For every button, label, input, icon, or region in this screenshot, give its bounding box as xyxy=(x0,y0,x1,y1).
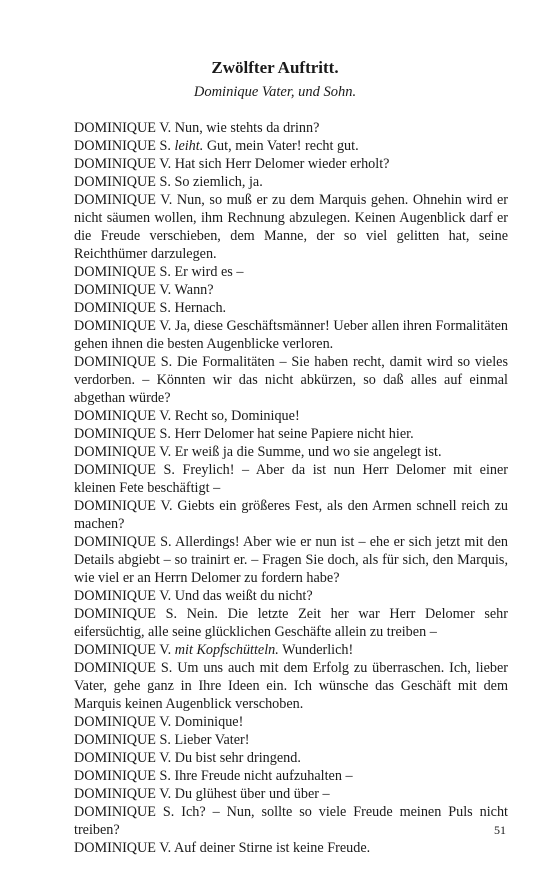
spoken-text: Nun, so muß er zu dem Marquis gehen. Ohnehin wird er nicht säumen wollen, ihm Rechnung abzulegen. Keinen Augenblick darf er die Freude verschieben, dem Manne, der so viel gelitten hat, seine Reichthümer darzulegen. xyxy=(74,192,508,262)
spoken-text: Herr Delomer hat seine Papiere nicht hier. xyxy=(174,426,414,442)
speaker-name: DOMINIQUE S. xyxy=(74,732,171,748)
speaker-name: DOMINIQUE S. xyxy=(74,768,171,784)
speaker-name: DOMINIQUE S. xyxy=(74,660,173,676)
dialogue-line xyxy=(74,425,508,443)
dialogue-line xyxy=(74,173,508,191)
dialogue-line xyxy=(74,119,508,137)
speaker-name: DOMINIQUE V. xyxy=(74,498,173,514)
spoken-text: Dominique! xyxy=(174,714,244,730)
speaker-name: DOMINIQUE S. xyxy=(74,300,171,316)
speaker-name: DOMINIQUE S. xyxy=(74,264,171,280)
spoken-text: Wann? xyxy=(174,282,214,298)
speaker-name: DOMINIQUE V. xyxy=(74,642,172,658)
speaker-name: DOMINIQUE V. xyxy=(74,786,172,802)
speaker-name: DOMINIQUE S. xyxy=(74,462,175,478)
speaker-name: DOMINIQUE V. xyxy=(74,408,172,424)
speaker-name: DOMINIQUE V. xyxy=(74,120,172,136)
dialogue-line xyxy=(74,317,508,353)
spoken-text: Giebts ein größeres Fest, als den Armen schnell reich zu machen? xyxy=(74,498,508,532)
spoken-text: Und das weißt du nicht? xyxy=(174,588,313,604)
spoken-text: Wunderlich! xyxy=(282,642,354,658)
spoken-text: Ich? – Nun, sollte so viele Freude meinen Puls nicht treiben? xyxy=(74,804,508,838)
dialogue-line xyxy=(74,713,508,731)
speaker-name: DOMINIQUE V. xyxy=(74,750,172,766)
dialogue-line xyxy=(74,641,508,659)
spoken-text: Er weiß ja die Summe, und wo sie angelegt ist. xyxy=(174,444,442,460)
spoken-text: So ziemlich, ja. xyxy=(174,174,263,190)
dialogue-line xyxy=(74,263,508,281)
stage-direction: mit Kopfschütteln. xyxy=(174,642,279,658)
dialogue-line xyxy=(74,155,508,173)
dialogue-line xyxy=(74,461,508,497)
dialogue-line xyxy=(74,497,508,533)
spoken-text: Hat sich Herr Delomer wieder erholt? xyxy=(174,156,390,172)
spoken-text: Hernach. xyxy=(174,300,227,316)
spoken-text: Auf deiner Stirne ist keine Freude. xyxy=(173,840,371,856)
spoken-text: Du glühest über und über – xyxy=(174,786,330,802)
dialogue-line xyxy=(74,137,508,155)
dialogue-line xyxy=(74,839,508,857)
stage-direction: leiht. xyxy=(174,138,204,154)
speaker-name: DOMINIQUE V. xyxy=(74,444,172,460)
spoken-text: Die Formalitäten – Sie haben recht, damit wird so vieles verdorben. – Könnten wir das nicht abkürzen, so daß alles auf einmal abgethan würde? xyxy=(74,354,508,406)
spoken-text: Lieber Vater! xyxy=(174,732,250,748)
dialogue-line xyxy=(74,191,508,263)
page-number: 51 xyxy=(494,823,506,837)
dialogue-line xyxy=(74,785,508,803)
dialogue-line xyxy=(74,803,508,839)
speaker-name: DOMINIQUE S. xyxy=(74,138,171,154)
dialogue-line xyxy=(74,659,508,713)
spoken-text: Nein. Die letzte Zeit her war Herr Delomer sehr eifersüchtig, alle seine glücklichen Geschäfte allein zu treiben – xyxy=(74,606,508,640)
scene-subtitle: Dominique Vater, und Sohn. xyxy=(193,84,357,100)
spoken-text: Du bist sehr dringend. xyxy=(174,750,301,766)
speaker-name: DOMINIQUE V. xyxy=(74,714,172,730)
spoken-text: Ja, diese Geschäftsmänner! Ueber allen ihren Formalitäten gehen ihnen die besten Augenblicke verloren. xyxy=(74,318,508,352)
dialogue-line xyxy=(74,443,508,461)
speaker-name: DOMINIQUE S. xyxy=(74,804,175,820)
dialogue-line xyxy=(74,353,508,407)
spoken-text: Ihre Freude nicht aufzuhalten – xyxy=(174,768,353,784)
dialogue-line xyxy=(74,587,508,605)
dialogue-line xyxy=(74,533,508,587)
speaker-name: DOMINIQUE S. xyxy=(74,606,178,622)
spoken-text: Freylich! – Aber da ist nun Herr Delomer mit einer kleinen Fete beschäftigt – xyxy=(74,462,508,496)
dialogue-line xyxy=(74,749,508,767)
dialogue-text xyxy=(74,119,508,857)
spoken-text: Er wird es – xyxy=(174,264,244,280)
dialogue-line xyxy=(74,767,508,785)
dialogue-line xyxy=(74,605,508,641)
spoken-text: Um uns auch mit dem Erfolg zu überraschen. Ich, lieber Vater, gehe ganz in Ihre Ideen ein. Ich wünsche das Geschäft mit dem Marquis keinen Augenblick verschoben. xyxy=(74,660,508,712)
speaker-name: DOMINIQUE S. xyxy=(74,426,171,442)
speaker-name: DOMINIQUE V. xyxy=(74,840,172,856)
speaker-name: DOMINIQUE V. xyxy=(74,192,173,208)
dialogue-line xyxy=(74,407,508,425)
speaker-name: DOMINIQUE S. xyxy=(74,354,173,370)
speaker-name: DOMINIQUE V. xyxy=(74,588,172,604)
spoken-text: Gut, mein Vater! recht gut. xyxy=(206,138,359,154)
scene-title: Zwölfter Auftritt. xyxy=(211,58,339,77)
dialogue-line xyxy=(74,281,508,299)
speaker-name: DOMINIQUE S. xyxy=(74,174,171,190)
speaker-name: DOMINIQUE V. xyxy=(74,282,172,298)
spoken-text: Allerdings! Aber wie er nun ist – ehe er sich jetzt mit den Details abgiebt – so trainirt er. – Fragen Sie doch, als für sich, den Marquis, wie viel er an Herrn Delomer zu fordern habe? xyxy=(74,534,508,586)
speaker-name: DOMINIQUE S. xyxy=(74,534,172,550)
speaker-name: DOMINIQUE V. xyxy=(74,156,172,172)
spoken-text: Recht so, Dominique! xyxy=(174,408,300,424)
dialogue-line xyxy=(74,299,508,317)
spoken-text: Nun, wie stehts da drinn? xyxy=(174,120,320,136)
dialogue-line xyxy=(74,731,508,749)
speaker-name: DOMINIQUE V. xyxy=(74,318,172,334)
